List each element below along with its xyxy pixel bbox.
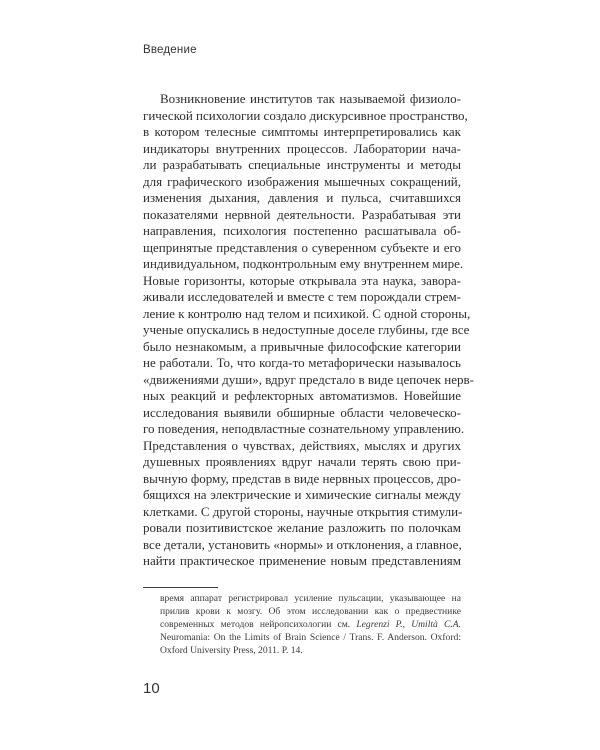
body-line: индикаторы внутренних процессов. Лаборатории нача- [143, 140, 461, 156]
body-line: не работали. То, что когда-то метафорически называлось [143, 355, 461, 370]
footnote-line: время аппарат регистрировал усиление пульсации, указывающее на [160, 593, 461, 604]
body-line: гической психологии создало дискурсивное пространство, [143, 107, 468, 123]
footnote [160, 592, 461, 657]
body-line: все детали, установить «нормы» и отклонения, а главное, [143, 536, 462, 552]
footnote-line: прилив крови к мозгу. Об этом исследовании как о предвестнике [160, 606, 461, 617]
body-line: было незнакомым, а привычные философские категории [143, 338, 461, 354]
body-line: исследования выявили обширные области человеческо- [143, 404, 461, 420]
page-number: 10 [143, 680, 160, 697]
body-line: изменения дыхания, давления и пульса, считавшихся [143, 190, 461, 205]
body-line: клетками. С другой стороны, научные открытия стимули- [143, 503, 463, 519]
body-line: бящихся на электрические и химические сигналы между [143, 487, 461, 502]
body-line: «движениями души», вдруг предстало в виде цепочек нерв- [143, 371, 474, 387]
running-header: Введение [143, 44, 197, 56]
body-line: найти практическое применение новым представлениям [143, 553, 461, 568]
body-line: ровали позитивистское желание разложить по полочкам [143, 520, 461, 535]
footnote-line: Neuromania: On the Limits of Brain Science / Trans. F. Anderson. Oxford: [160, 632, 461, 643]
footnote-line: современных методов нейропсихологии см. Legrenzi P., Umiltà C.A. [160, 619, 462, 630]
body-line: для графического изображения мышечных сокращений, [143, 173, 461, 189]
footnote-divider [143, 587, 218, 588]
body-line: ученые опускались в недоступные доселе глубины, где все [143, 322, 470, 337]
body-line: показателями нервной деятельности. Разрабатывая эти [143, 206, 461, 222]
body-line: ление к контролю над телом и психикой. С одной стороны, [143, 305, 471, 321]
body-line: направления, психология постепенно расшатывала об- [143, 223, 461, 238]
body-line: индивидуальном, подконтрольным ему внутреннем мире. [143, 256, 464, 271]
body-line: Возникновение институтов так называемой физиоло- [160, 91, 461, 106]
body-line: душевных проявлениях вдруг начали терять свою при- [143, 454, 461, 469]
body-line: Новые горизонты, которые открывала эта наука, завора- [143, 272, 461, 288]
body-line: ных реакций и рефлекторных автоматизмов. Новейшие [143, 388, 461, 403]
body-line: в котором телесные симптомы интерпретировались как [143, 124, 461, 139]
body-line: Представления о чувствах, действиях, мыслях и других [143, 437, 461, 453]
body-line: ли разрабатывать специальные инструменты и методы [143, 157, 461, 172]
body-line: го поведения, неподвластные сознательному управлению. [143, 421, 465, 436]
body-line: вычную форму, представ в виде нервных процессов, дро- [143, 470, 461, 486]
body-line: живали исследователей и вместе с тем порождали стрем- [143, 289, 461, 304]
body-text [143, 91, 474, 570]
footnote-line: Oxford University Press, 2011. P. 14. [160, 645, 303, 656]
body-line: щепринятые представления о суверенном субъекте и его [143, 239, 461, 255]
footnote-authors: Legrenzi P., Umiltà C.A. [356, 619, 462, 630]
